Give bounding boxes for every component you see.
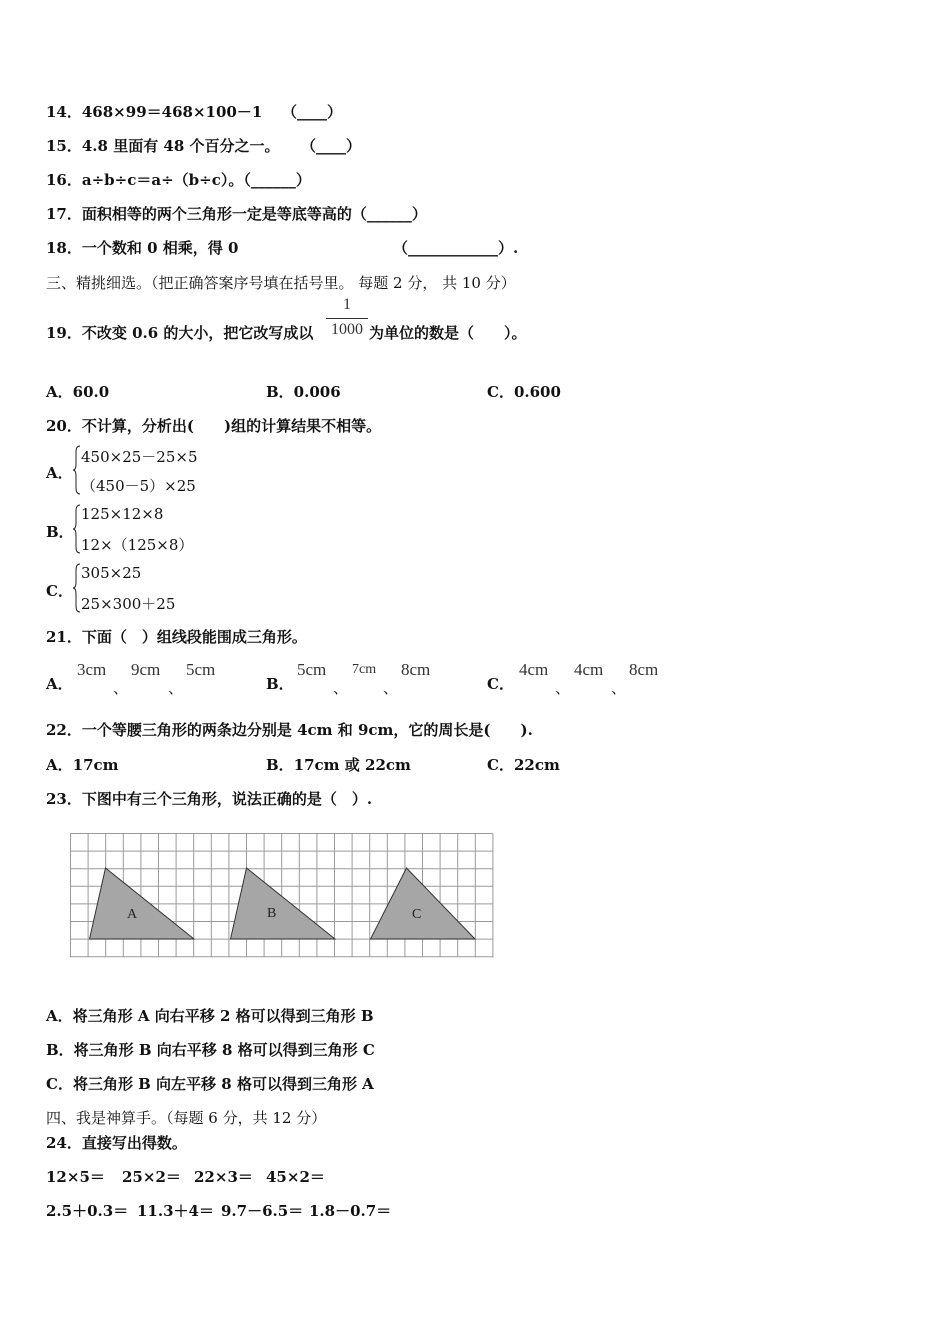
separator: 、 [168,679,184,697]
fraction-bar [326,318,368,319]
q21-c-seg2: 4cm [574,660,604,679]
q23-option-b[interactable]: B．将三角形 B 向右平移 8 格可以得到三角形 C [46,1041,375,1059]
q20-a-line1: 450×25－25×5 [81,448,198,466]
answer-blank-14[interactable]: （____） [282,103,343,121]
q21-option-c-label[interactable]: C． [487,675,514,693]
question-22: 22．一个等腰三角形的两条边分别是 4cm 和 9cm，它的周长是( ). [46,721,533,739]
section-3-heading: 三、精挑细选。（把正确答案序号填在括号里。 每题 2 分， 共 10 分） [46,274,516,292]
separator: 、 [555,679,571,697]
answer-blank-18[interactable]: （____________）. [393,239,519,257]
question-17: 17．面积相等的两个三角形一定是等底等高的（______） [46,205,427,223]
calc-item: 1.8－0.7＝ [309,1202,392,1220]
brace-icon [73,503,81,555]
separator: 、 [383,679,399,697]
q21-c-seg1: 4cm [519,660,549,679]
q21-a-seg2: 9cm [131,660,161,679]
question-23: 23．下图中有三个三角形，说法正确的是（ ）. [46,790,373,808]
fraction-denominator: 1000 [331,321,363,338]
question-16: 16．a÷b÷c＝a÷（b÷c）。（______） [46,171,311,189]
q20-option-b-label[interactable]: B． [46,523,74,541]
q21-option-b-label[interactable]: B． [266,675,294,693]
q20-a-line2: （450－5）×25 [81,477,196,495]
question-14: 14．468×99＝468×100－1 [46,103,263,121]
q19-option-b[interactable]: B．0.006 [266,383,341,401]
calc-item: 9.7－6.5＝ [221,1202,304,1220]
calc-item: 25×2＝ [122,1168,181,1186]
q20-b-line1: 125×12×8 [81,505,164,523]
question-18: 18．一个数和 0 相乘，得 0 [46,239,239,257]
q21-b-seg2: 7cm [352,662,377,677]
brace-icon [73,444,81,496]
answer-blank-15[interactable]: （____） [301,137,362,155]
calc-item: 11.3＋4＝ [137,1202,214,1220]
triangle-a-label: A [127,907,138,922]
q20-c-line2: 25×300＋25 [81,595,176,613]
q20-option-b-brace [73,503,223,555]
q20-option-a-brace [73,444,223,496]
calc-item: 2.5＋0.3＝ [46,1202,129,1220]
q20-c-line1: 305×25 [81,564,142,582]
q20-option-c-label[interactable]: C． [46,582,73,600]
section-4-heading: 四、我是神算手。（每题 6 分，共 12 分） [46,1109,327,1127]
q20-b-line2: 12×（125×8） [81,536,194,554]
q23-option-a[interactable]: A．将三角形 A 向右平移 2 格可以得到三角形 B [46,1007,374,1025]
q21-a-seg1: 3cm [77,660,107,679]
question-15: 15．4.8 里面有 48 个百分之一。 [46,137,280,155]
q20-option-c-brace [73,562,223,614]
calc-item: 22×3＝ [194,1168,253,1186]
q21-a-seg3: 5cm [186,660,216,679]
calc-item: 45×2＝ [266,1168,325,1186]
q20-option-a-label[interactable]: A． [46,464,73,482]
q21-b-seg3: 8cm [401,660,431,679]
q21-option-a-label[interactable]: A． [46,675,73,693]
q19-option-c[interactable]: C．0.600 [487,383,561,401]
q22-option-c[interactable]: C．22cm [487,756,560,774]
question-19-suffix: 为单位的数是（ ）。 [369,324,527,342]
q23-option-c[interactable]: C．将三角形 B 向左平移 8 格可以得到三角形 A [46,1075,374,1093]
q19-option-a[interactable]: A．60.0 [46,383,110,401]
question-19-prefix: 19．不改变 0.6 的大小，把它改写成以 [46,324,314,342]
separator: 、 [611,679,627,697]
calc-item: 12×5＝ [46,1168,105,1186]
q21-c-seg3: 8cm [629,660,659,679]
question-20: 20．不计算，分析出( )组的计算结果不相等。 [46,417,382,435]
separator: 、 [333,679,349,697]
brace-icon [73,562,81,614]
triangle-b-label: B [267,906,277,921]
fraction [326,296,368,339]
fraction-numerator: 1 [343,296,351,313]
separator: 、 [113,679,129,697]
triangle-c-label: C [412,907,422,922]
question-24: 24．直接写出得数。 [46,1134,187,1152]
question-21: 21．下面（ ）组线段能围成三角形。 [46,628,307,646]
grid-figure [70,833,496,959]
q21-b-seg1: 5cm [297,660,327,679]
q22-option-a[interactable]: A．17cm [46,756,119,774]
q22-option-b[interactable]: B．17cm 或 22cm [266,756,411,774]
